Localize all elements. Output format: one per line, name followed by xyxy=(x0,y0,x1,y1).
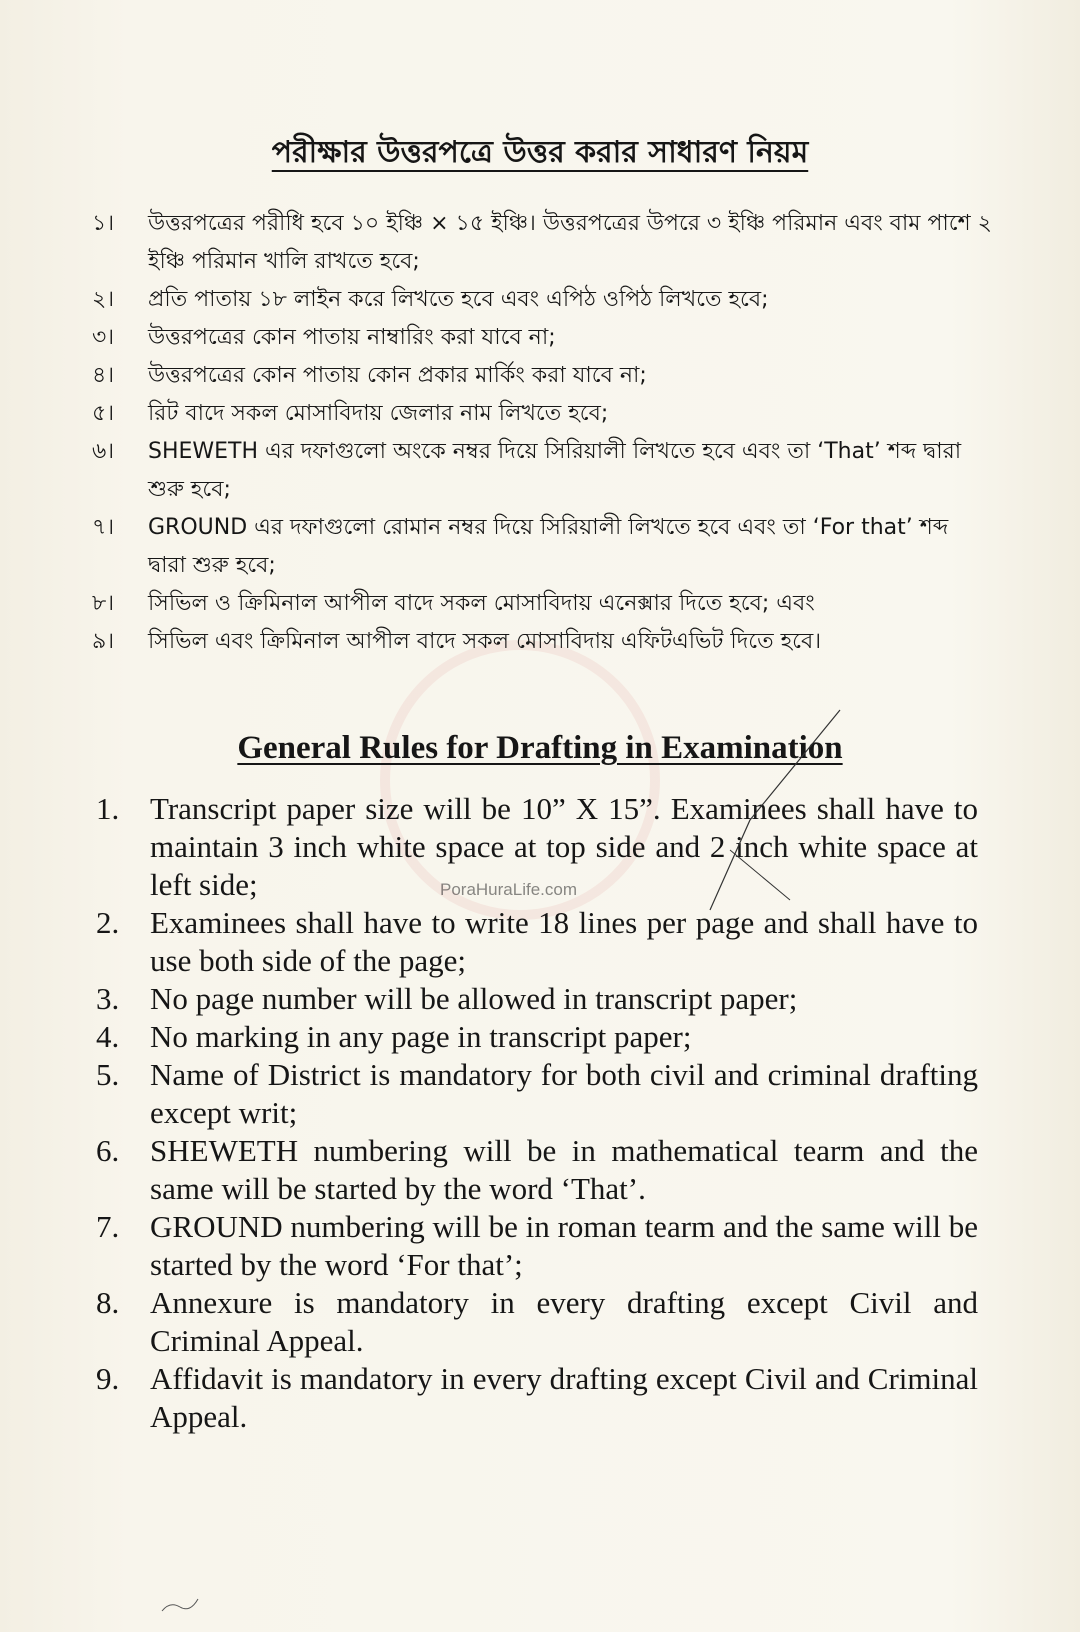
bangla-title-text: পরীক্ষার উত্তরপত্রে উত্তর করার সাধারণ নিয়ম xyxy=(271,135,809,170)
rule-number: ৪। xyxy=(92,363,115,388)
rule-number: ২। xyxy=(92,287,115,312)
bangla-rule-item xyxy=(92,395,992,433)
rule-number: 1. xyxy=(96,791,120,826)
rule-number: 3. xyxy=(96,981,120,1016)
english-title xyxy=(0,730,1080,767)
rule-number: ৮। xyxy=(92,591,115,616)
rule-text: Name of District is mandatory for both civil and criminal drafting except writ; xyxy=(150,1057,978,1130)
english-title-text: General Rules for Drafting in Examination xyxy=(237,730,843,766)
rule-number: ৩। xyxy=(92,325,115,350)
rule-text: SHEWETH এর দফাগুলো অংকে নম্বর দিয়ে সিরিয়ালী লিখতে হবে এবং তা ‘That’ শব্দ দ্বারা শুরু হবে; xyxy=(148,439,962,502)
rule-text: Annexure is mandatory in every drafting except Civil and Criminal Appeal. xyxy=(150,1285,978,1358)
watermark-text: PoraHuraLife.com xyxy=(440,880,578,899)
rule-text: GROUND এর দফাগুলো রোমান নম্বর দিয়ে সিরিয়ালী লিখতে হবে এবং তা ‘For that’ শব্দ দ্বারা শুরু হবে; xyxy=(148,515,949,578)
rule-text: উত্তরপত্রের পরীধি হবে ১০ ইঞ্চি × ১৫ ইঞ্চি। উত্তরপত্রের উপরে ৩ ইঞ্চি পরিমান এবং বাম পাশে ২ ইঞ্চি পরিমান খালি রাখতে হবে; xyxy=(148,211,992,274)
bangla-rules-list xyxy=(92,205,992,661)
pencil-mark xyxy=(160,1595,200,1615)
rule-text: No marking in any page in transcript paper; xyxy=(150,1019,692,1054)
rule-number: 5. xyxy=(96,1057,120,1092)
pencil-mark xyxy=(690,700,860,920)
rule-number: ৭। xyxy=(92,515,115,540)
rule-text: Transcript paper size will be 10” X 15”. Examinees shall have to maintain 3 inch white space at top side and 2 inch white space at left side; xyxy=(150,791,978,902)
rule-text: সিভিল ও ক্রিমিনাল আপীল বাদে সকল মোসাবিদায় এনেক্সার দিতে হবে; এবং xyxy=(148,591,815,616)
rule-number: 2. xyxy=(96,905,120,940)
bangla-rule-item xyxy=(92,205,992,281)
english-rule-item xyxy=(96,980,978,1018)
rule-text: GROUND numbering will be in roman tearm and the same will be started by the word ‘For that’; xyxy=(150,1209,978,1282)
rule-text: SHEWETH numbering will be in mathematical tearm and the same will be started by the word ‘That’. xyxy=(150,1133,978,1206)
rule-number: 8. xyxy=(96,1285,120,1320)
english-rule-item xyxy=(96,1018,978,1056)
english-rule-item xyxy=(96,1208,978,1284)
rule-number: ১। xyxy=(92,211,115,236)
english-rule-item xyxy=(96,1360,978,1436)
english-rule-item xyxy=(96,1056,978,1132)
rule-text: উত্তরপত্রের কোন পাতায় কোন প্রকার মার্কিং করা যাবে না; xyxy=(148,363,647,388)
rule-number: ৫। xyxy=(92,401,115,426)
rule-text: No page number will be allowed in transcript paper; xyxy=(150,981,798,1016)
rule-number: 6. xyxy=(96,1133,120,1168)
bangla-rule-item xyxy=(92,433,992,509)
rule-text: সিভিল এবং ক্রিমিনাল আপীল বাদে সকল মোসাবিদায় এফিটএভিট দিতে হবে। xyxy=(148,629,822,654)
rule-number: ৯। xyxy=(92,629,115,654)
bangla-title xyxy=(0,128,1080,179)
bangla-rule-item xyxy=(92,319,992,357)
rule-number: ৬। xyxy=(92,439,115,464)
bangla-rule-item xyxy=(92,623,992,661)
rule-text: Examinees shall have to write 18 lines per page and shall have to use both side of the page; xyxy=(150,905,978,978)
bangla-rule-item xyxy=(92,281,992,319)
rule-number: 9. xyxy=(96,1361,120,1396)
bangla-rule-item xyxy=(92,357,992,395)
rule-text: উত্তরপত্রের কোন পাতায় নাম্বারিং করা যাবে না; xyxy=(148,325,556,350)
rule-text: Affidavit is mandatory in every drafting except Civil and Criminal Appeal. xyxy=(150,1361,978,1434)
rule-text: রিট বাদে সকল মোসাবিদায় জেলার নাম লিখতে হবে; xyxy=(148,401,609,426)
bangla-rule-item xyxy=(92,585,992,623)
english-rule-item xyxy=(96,1132,978,1208)
rule-number: 4. xyxy=(96,1019,120,1054)
rule-number: 7. xyxy=(96,1209,120,1244)
bangla-rule-item xyxy=(92,509,992,585)
english-rule-item xyxy=(96,1284,978,1360)
rule-text: প্রতি পাতায় ১৮ লাইন করে লিখতে হবে এবং এপিঠ ওপিঠ লিখতে হবে; xyxy=(148,287,769,312)
